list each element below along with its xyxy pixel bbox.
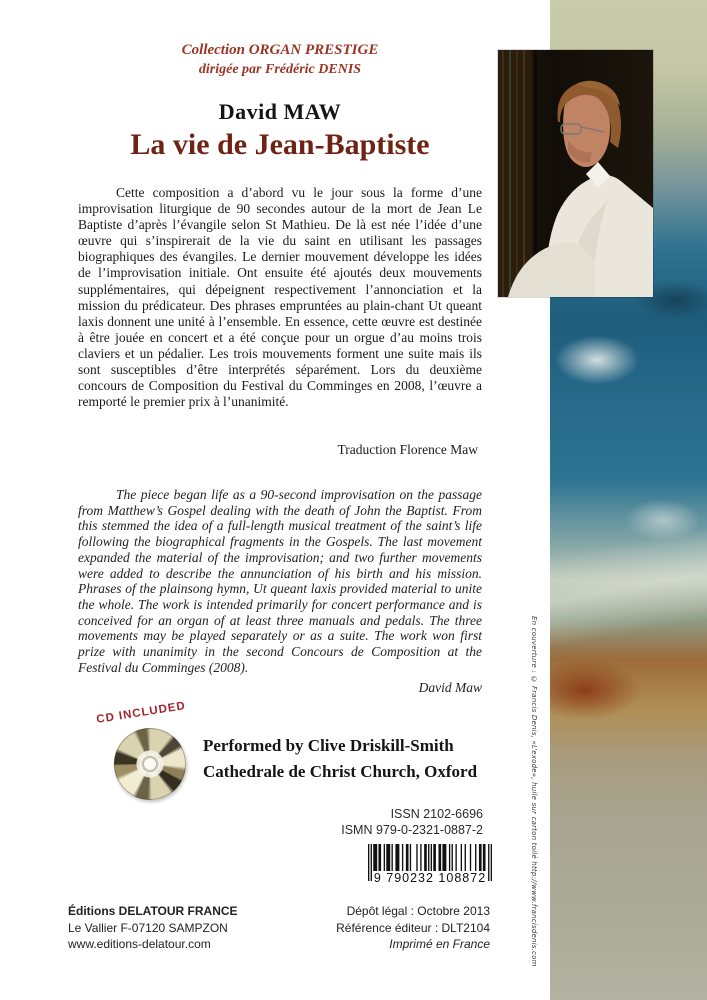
legal-deposit: Dépôt légal : Octobre 2013: [346, 904, 490, 918]
performer-line: Performed by Clive Driskill-Smith: [203, 736, 454, 755]
identifier-block: [280, 806, 483, 838]
publisher-block: [68, 903, 238, 953]
work-title: La vie de Jean-Baptiste: [130, 128, 430, 161]
performer-location: Cathedrale de Christ Church, Oxford: [203, 762, 478, 781]
printed-in: Imprimé en France: [389, 937, 490, 951]
french-description: Cette composition a d’abord vu le jour sous la forme d’une improvisation liturgique de 90 secondes autour de la mort de Jean Le Baptiste d’après l’évangile selon St Mathieu. De là est née l’idée d’une œuvre qui s’inspirerait de la vie du saint en utilisant les passages biographiques des évangiles. Le dernier mouvement développe les idées de l’improvisation initiale. Ont ensuite été ajoutés deux mouvements supplémentaires, qui dépeignent respectivement l’annonciation et la mission du prédicateur. Des phrases empruntées au plain-chant Ut queant laxis donnent une unité à l’ensemble. En essence, cette œuvre est destinée à être jouée en concert et a été conçue pour un orgue d’au moins trois claviers et un pédalier. Les trois mouvements forment une suite mais ils sont susceptibles d’être interprétés séparément. Lors du deuxième concours de Composition du Festival du Comminges en 2008, l’œuvre a remporté le premier prix à l’unanimité.: [78, 185, 482, 410]
organist-photo-graphic: [498, 50, 653, 297]
cover-art-credit: En couverture : © Francis Denis, «L’exode», huile sur carton toilé http://www.francisdenis.com: [530, 616, 538, 967]
composer-name: David MAW: [218, 99, 342, 124]
publisher-website: www.editions-delatour.com: [68, 937, 211, 951]
issn-number: ISSN 2102-6696: [390, 807, 483, 821]
legal-block: [290, 903, 490, 953]
ismn-number: ISMN 979-0-2321-0887-2: [341, 823, 483, 837]
cd-included-badge: CD INCLUDED: [95, 700, 187, 726]
english-signature: David Maw: [418, 680, 482, 695]
ean-barcode: [368, 844, 492, 885]
cd-disc-icon: [114, 728, 186, 800]
performer-credit: [203, 733, 477, 785]
editor-reference: Référence éditeur : DLT2104: [336, 920, 490, 935]
english-description: The piece began life as a 90-second improvisation on the passage from Matthew’s Gospel dealing with the death of John the Baptist. From this stemmed the idea of a full-length musical treatment of the saint’s life following the biographical fragments in the Gospels. The last movement expanded the material of the improvisation; and two further movements were added to describe the annunciation of his birth and his mission. Phrases of the plainsong hymn, Ut queant laxis provided material to unite the whole. The work is intended primarily for concert performance and is conceived for an organ of at least three manuals and pedals. The three movements may be played separately or as a suite. The work won first prize with unanimity in the second Concours de Composition at the Festival du Comminges (2008).: [78, 487, 482, 675]
translation-credit: Traduction Florence Maw: [337, 442, 478, 457]
collection-director: dirigée par Frédéric DENIS: [198, 62, 362, 77]
organist-photo: [498, 50, 653, 297]
barcode-number: 9 790232 108872: [373, 871, 487, 885]
collection-title: Collection ORGAN PRESTIGE: [181, 42, 379, 58]
publisher-name: Éditions DELATOUR FRANCE: [68, 904, 238, 918]
publisher-address: Le Vallier F-07120 SAMPZON: [68, 920, 228, 935]
